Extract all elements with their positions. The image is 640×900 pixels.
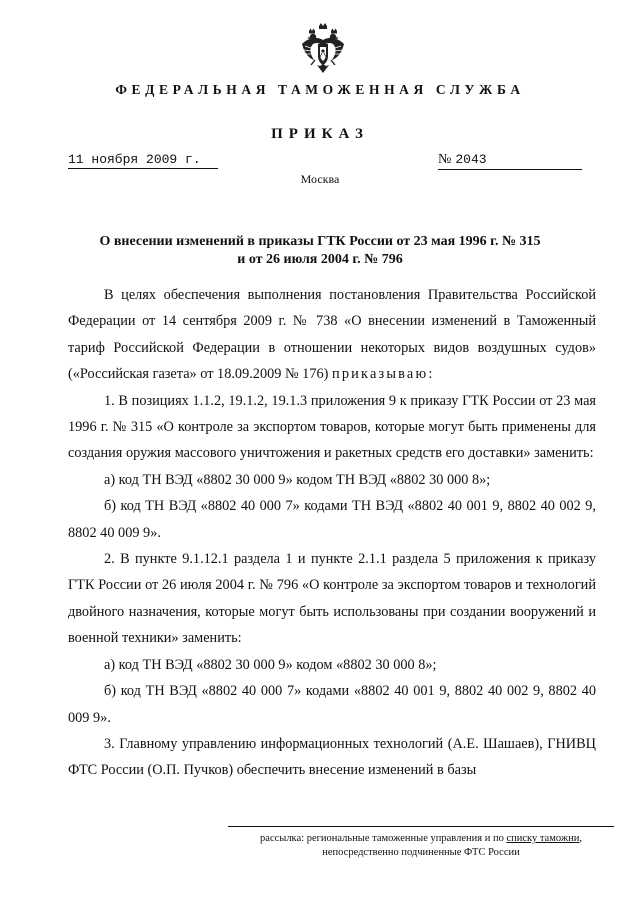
- clause-2-b: б) код ТН ВЭД «8802 40 000 7» кодами «8802 40 001 9, 8802 40 002 9, 8802 40 009 9».: [68, 683, 596, 726]
- clause-1: 1. В позициях 1.1.2, 19.1.2, 19.1.3 приложения 9 к приказу ГТК России от 23 мая 1996 г. № 315 «О контроле за экспортом товаров, которые могут быть применены для создания оружия массового уничтожения и ракетных средств его доставки» заменить:: [68, 392, 596, 462]
- document-type: ПРИКАЗ: [271, 126, 369, 142]
- subject-line-1: О внесении изменений в приказы ГТК России от 23 мая 1996 г. № 315: [99, 234, 541, 249]
- order-body: [68, 282, 596, 784]
- number-sign: №: [438, 152, 452, 167]
- agency-name: ФЕДЕРАЛЬНАЯ ТАМОЖЕННАЯ СЛУЖБА: [115, 82, 525, 97]
- distribution-note: [228, 832, 614, 860]
- clause-2-a: а) код ТН ВЭД «8802 30 000 9» кодом «8802 30 000 8»;: [104, 656, 437, 673]
- order-subject: [60, 233, 580, 269]
- order-number-field: [438, 152, 582, 170]
- footer-divider: [228, 826, 614, 827]
- distribution-line-1: [228, 832, 614, 846]
- order-number: 2043: [455, 152, 487, 167]
- preamble-paragraph: [68, 282, 596, 388]
- preamble-text: В целях обеспечения выполнения постановления Правительства Российской Федерации от 14 сентября 2009 г. № 738 «О внесении изменений в Таможенный тариф Российской Федерации в отношении некоторых видов воздушных судов» («Российская газета» от 18.09.2009 № 176): [68, 287, 596, 383]
- distribution-prefix: рассылка: региональные таможенные управления и по: [260, 833, 504, 844]
- distribution-suffix: ,: [579, 833, 582, 844]
- order-date: 11 ноября 2009 г.: [68, 152, 218, 169]
- clause-3: 3. Главному управлению информационных технологий (А.Е. Шашаев), ГНИВЦ ФТС России (О.П. Пучков) обеспечить внесение изменений в базы: [68, 735, 596, 779]
- issue-city: Москва: [300, 172, 340, 186]
- distribution-underlined: списку таможни: [506, 833, 580, 844]
- clause-2: 2. В пункте 9.1.12.1 раздела 1 и пункте 2.1.1 раздела 5 приложения к приказу ГТК России от 26 июля 2004 г. № 796 «О контроле за экспортом товаров и технологий двойного назначения, которые могут быть использованы при создании вооружений и военной техники» заменить:: [68, 551, 596, 647]
- subject-line-2: и от 26 июля 2004 г. № 796: [237, 252, 403, 267]
- distribution-line-2: непосредственно подчиненные ФТС России: [322, 847, 520, 858]
- order-word: приказываю:: [331, 366, 435, 383]
- clause-1-b: б) код ТН ВЭД «8802 40 000 7» кодами ТН ВЭД «8802 40 001 9, 8802 40 002 9, 8802 40 009 9».: [68, 498, 596, 541]
- clause-1-a: а) код ТН ВЭД «8802 30 000 9» кодом ТН ВЭД «8802 30 000 8»;: [104, 471, 491, 488]
- double-headed-eagle-emblem-icon: [300, 22, 346, 76]
